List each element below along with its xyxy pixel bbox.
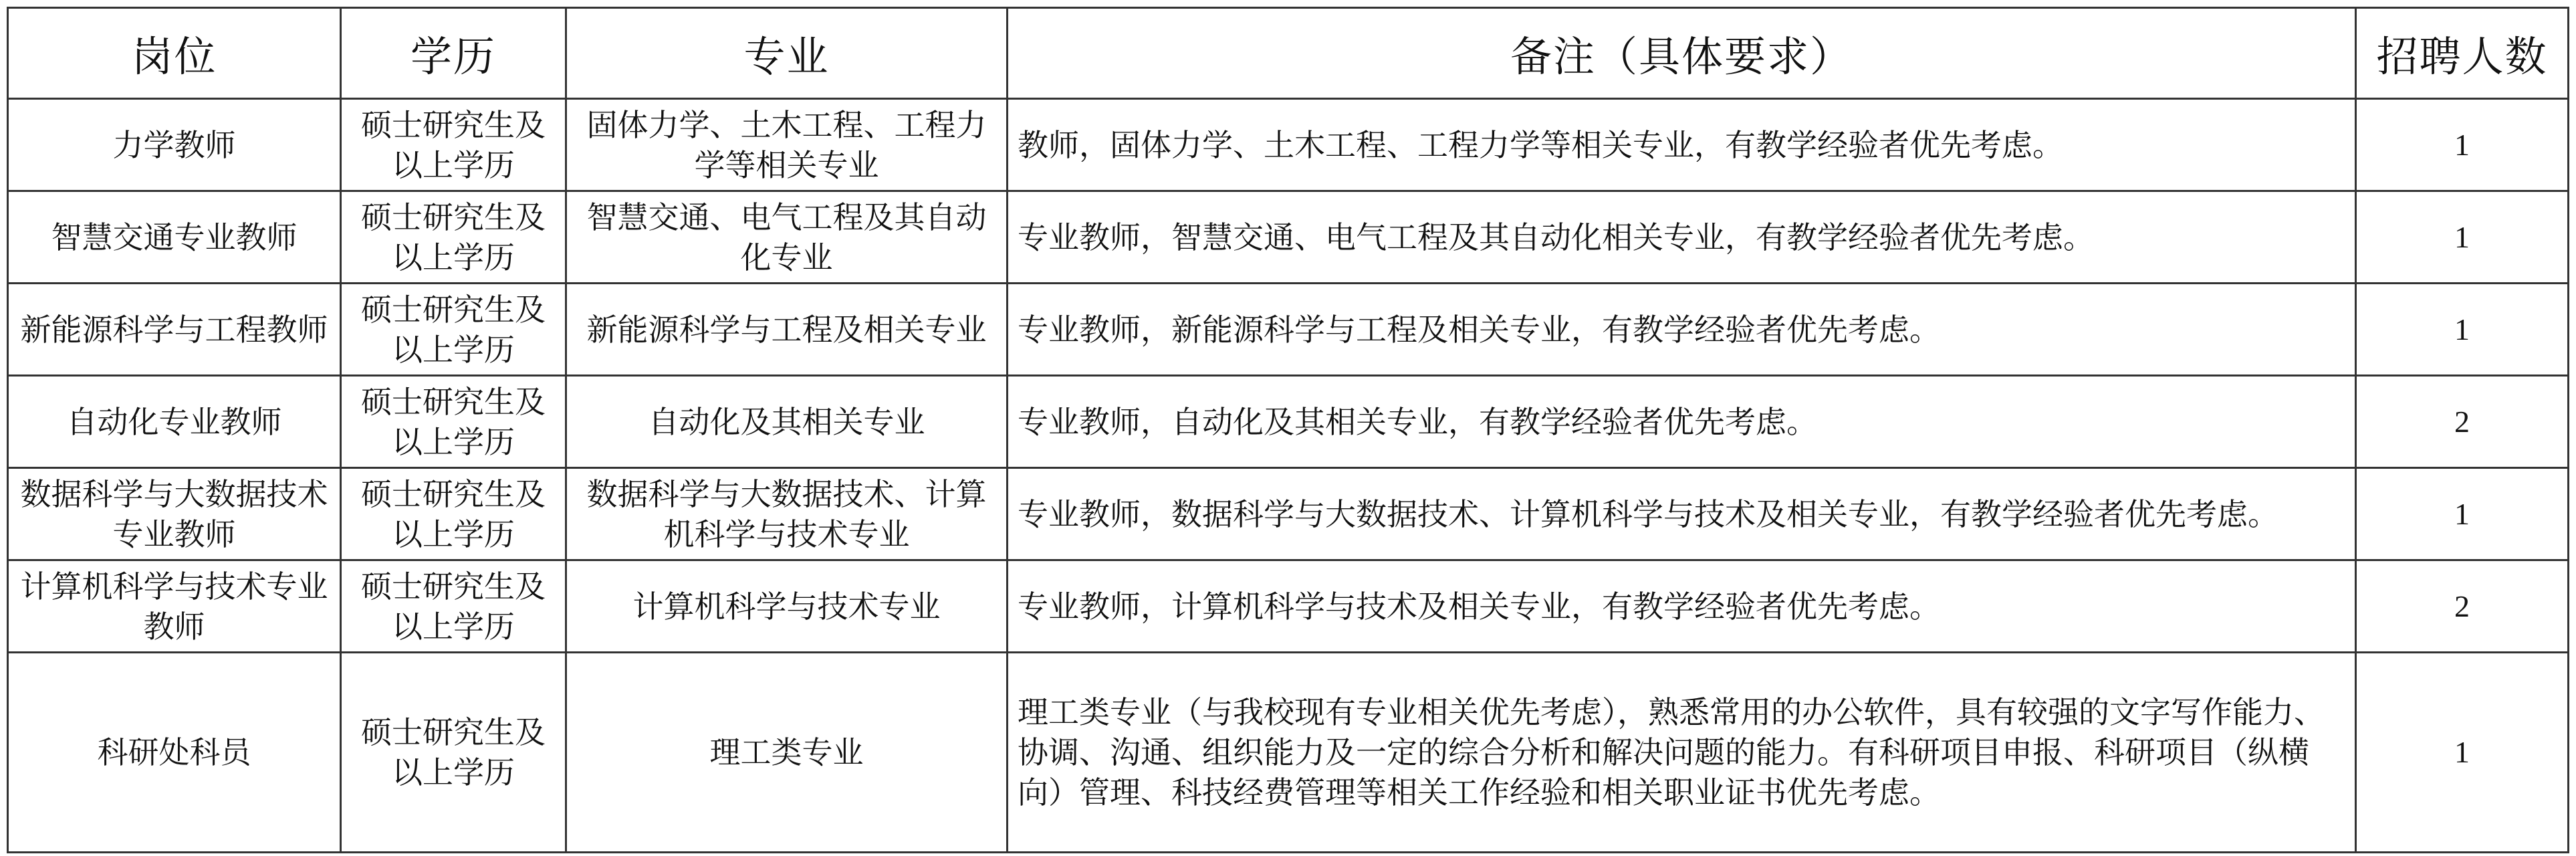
cell-remarks: 专业教师，数据科学与大数据技术、计算机科学与技术及相关专业，有教学经验者优先考虑。 [1008, 468, 2356, 560]
table-row [8, 376, 2569, 468]
cell-remarks: 专业教师，智慧交通、电气工程及其自动化相关专业，有教学经验者优先考虑。 [1008, 191, 2356, 284]
cell-major: 固体力学、土木工程、工程力学等相关专业 [566, 99, 1008, 191]
cell-count: 2 [2356, 560, 2569, 653]
cell-count: 2 [2356, 376, 2569, 468]
recruitment-table-container [7, 7, 2567, 848]
table-row [8, 653, 2569, 853]
cell-position: 智慧交通专业教师 [8, 191, 341, 284]
table-row [8, 468, 2569, 560]
cell-remarks: 专业教师，自动化及其相关专业，有教学经验者优先考虑。 [1008, 376, 2356, 468]
header-remarks: 备注（具体要求） [1008, 8, 2356, 99]
recruitment-table [7, 7, 2569, 853]
cell-major: 新能源科学与工程及相关专业 [566, 284, 1008, 376]
table-header-row [8, 8, 2569, 99]
table-row [8, 284, 2569, 376]
cell-position: 新能源科学与工程教师 [8, 284, 341, 376]
header-count: 招聘人数 [2356, 8, 2569, 99]
cell-remarks: 专业教师，计算机科学与技术及相关专业，有教学经验者优先考虑。 [1008, 560, 2356, 653]
cell-position: 自动化专业教师 [8, 376, 341, 468]
table-row [8, 191, 2569, 284]
table-row [8, 99, 2569, 191]
cell-count: 1 [2356, 653, 2569, 853]
cell-count: 1 [2356, 468, 2569, 560]
cell-major: 智慧交通、电气工程及其自动化专业 [566, 191, 1008, 284]
cell-education: 硕士研究生及以上学历 [341, 376, 566, 468]
cell-count: 1 [2356, 284, 2569, 376]
table-row [8, 560, 2569, 653]
cell-remarks: 理工类专业（与我校现有专业相关优先考虑），熟悉常用的办公软件，具有较强的文字写作能力、协调、沟通、组织能力及一定的综合分析和解决问题的能力。有科研项目申报、科研项目（纵横向）管理、科技经费管理等相关工作经验和相关职业证书优先考虑。 [1008, 653, 2356, 853]
cell-education: 硕士研究生及以上学历 [341, 191, 566, 284]
cell-education: 硕士研究生及以上学历 [341, 284, 566, 376]
cell-major: 理工类专业 [566, 653, 1008, 853]
cell-count: 1 [2356, 99, 2569, 191]
cell-major: 数据科学与大数据技术、计算机科学与技术专业 [566, 468, 1008, 560]
cell-count: 1 [2356, 191, 2569, 284]
cell-remarks: 教师，固体力学、土木工程、工程力学等相关专业，有教学经验者优先考虑。 [1008, 99, 2356, 191]
cell-major: 计算机科学与技术专业 [566, 560, 1008, 653]
header-education: 学历 [341, 8, 566, 99]
cell-position: 力学教师 [8, 99, 341, 191]
cell-position: 数据科学与大数据技术专业教师 [8, 468, 341, 560]
cell-major: 自动化及其相关专业 [566, 376, 1008, 468]
header-major: 专业 [566, 8, 1008, 99]
cell-position: 计算机科学与技术专业教师 [8, 560, 341, 653]
cell-education: 硕士研究生及以上学历 [341, 99, 566, 191]
cell-position: 科研处科员 [8, 653, 341, 853]
cell-education: 硕士研究生及以上学历 [341, 468, 566, 560]
cell-remarks: 专业教师，新能源科学与工程及相关专业，有教学经验者优先考虑。 [1008, 284, 2356, 376]
header-position: 岗位 [8, 8, 341, 99]
cell-education: 硕士研究生及以上学历 [341, 560, 566, 653]
cell-education: 硕士研究生及以上学历 [341, 653, 566, 853]
